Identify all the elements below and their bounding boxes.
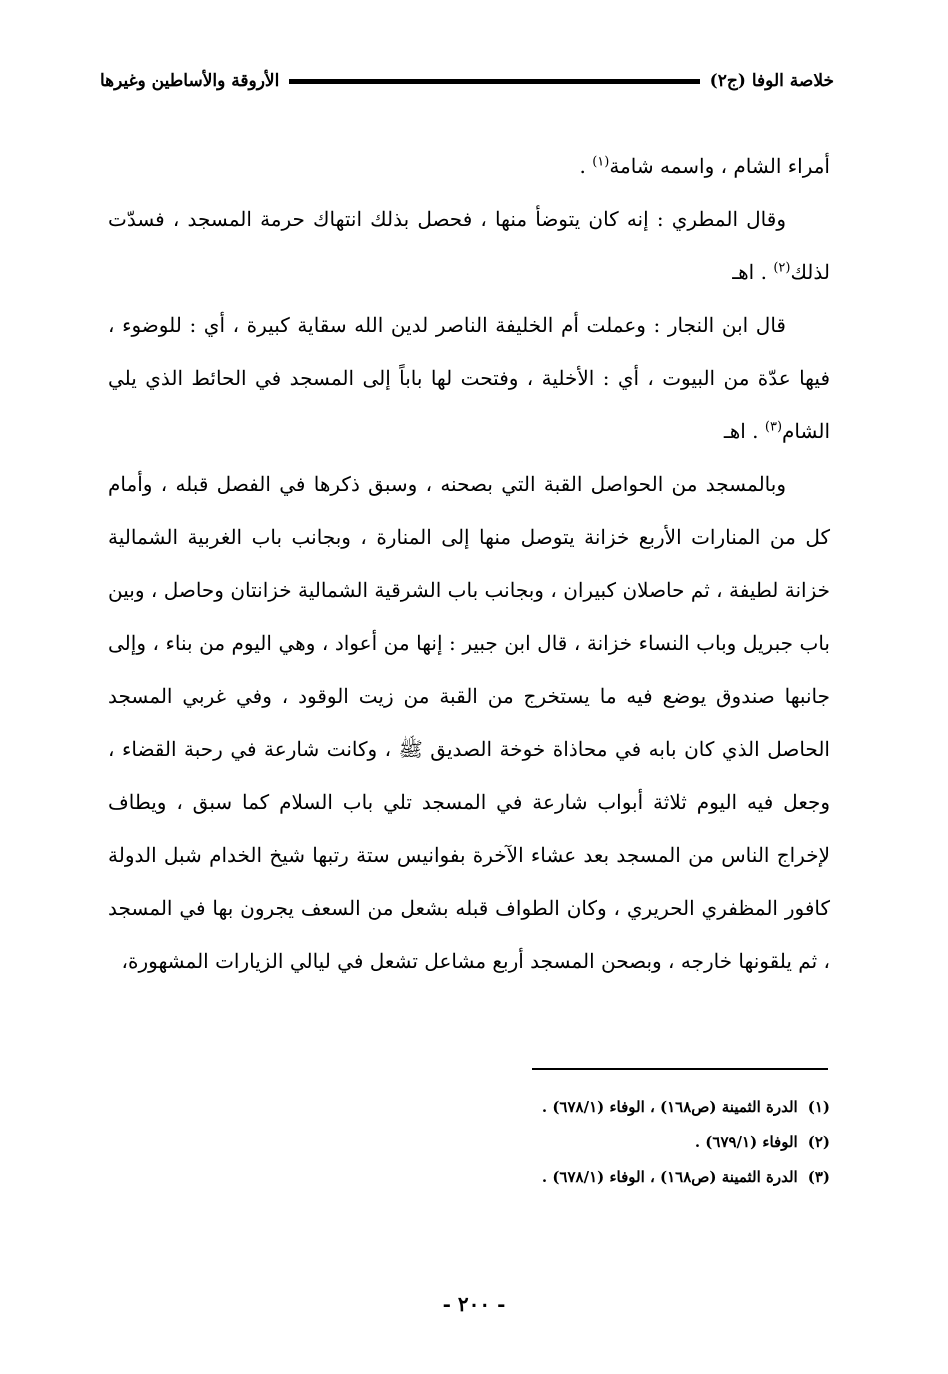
footnote-divider [532, 1068, 828, 1070]
footnote-3-num: (٣) [807, 1168, 830, 1186]
footnote-1-text: الدرة الثمينة (ص١٦٨) ، الوفاء (٦٧٨/١) . [541, 1098, 798, 1116]
footnote-3 [300, 1160, 830, 1195]
paragraph-1-text: أمراء الشام ، واسمه شامة [609, 154, 830, 178]
footnote-ref-1: (١) [592, 154, 610, 170]
paragraph-4 [108, 458, 830, 988]
footnote-ref-3: (٣) [764, 419, 783, 435]
footnote-2-num: (٢) [807, 1133, 830, 1151]
footnote-ref-2: (٢) [773, 260, 791, 276]
page-number: - ٢٠٠ - [442, 1292, 506, 1316]
running-header [100, 66, 834, 96]
paragraph-3-text: قال ابن النجار : وعملت أم الخليفة الناصر لدين الله سقاية كبيرة ، أي : للوضوء ، فيها عدّة من البيوت ، أي : الأخلية ، وفتحت لها باباً إلى المسجد في الحائط الذي يلي الشام [108, 313, 830, 443]
header-book [710, 71, 834, 91]
footnote-1-num: (١) [807, 1098, 830, 1116]
paragraph-2-text: وقال المطري : إنه كان يتوضأ منها ، فحصل بذلك انتهاك حرمة المسجد ، فسدّت لذلك [108, 207, 830, 284]
paragraph-1-end: . [579, 154, 593, 178]
paragraph-3 [108, 299, 830, 458]
paragraph-3-end: . اهـ [723, 419, 765, 443]
footnote-1 [300, 1090, 830, 1125]
header-chapter-title: الأروقة والأساطين وغيرها [100, 71, 280, 91]
paragraph-1 [108, 140, 830, 193]
header-book-title: خلاصة الوفا [751, 71, 834, 91]
header-rule [289, 79, 699, 84]
footnotes [300, 1090, 830, 1195]
paragraph-2-end: . اهـ [732, 260, 774, 284]
footnote-2-text: الوفاء (٦٧٩/١) . [694, 1133, 798, 1151]
main-text [108, 140, 830, 988]
paragraph-4-text: وبالمسجد من الحواصل القبة التي بصحنه ، وسبق ذكرها في الفصل قبله ، وأمام كل من المنارات الأربع خزانة يتوصل منها إلى المنارة ، وبجانب باب الغربية الشمالية خزانة لطيفة ، ثم حاصلان كبيران ، وبجانب باب الشرقية الشمالية خزانتان وحاصل ، وبين باب جبريل وباب النساء خزانة ، قال ابن جبير : إنها من أعواد ، وهي اليوم من بناء ، وإلى جانبها صندوق يوضع فيه ما يستخرج من القبة من زيت الوقود ، وفي غربي المسجد الحاصل الذي كان بابه في محاذاة خوخة الصديق ﷺ ، وكانت شارعة في رحبة القضاء ، وجعل فيه اليوم ثلاثة أبواب شارعة في المسجد تلي باب السلام كما سبق ، ويطاف لإخراج الناس من المسجد بعد عشاء الآخرة بفوانيس ستة رتبها شيخ الخدام شبل الدولة كافور المظفري الحريري ، وكان الطواف قبله بشعل من السعف يجرون بها في المسجد ، ثم يلقونها خارجه ، وبصحن المسجد أربع مشاعل تشعل في ليالي الزيارات المشهورة، [108, 472, 830, 973]
footnote-3-text: الدرة الثمينة (ص١٦٨) ، الوفاء (٦٧٨/١) . [541, 1168, 798, 1186]
header-volume: (ج٢) [709, 71, 746, 91]
footnote-2 [300, 1125, 830, 1160]
paragraph-2 [108, 193, 830, 299]
